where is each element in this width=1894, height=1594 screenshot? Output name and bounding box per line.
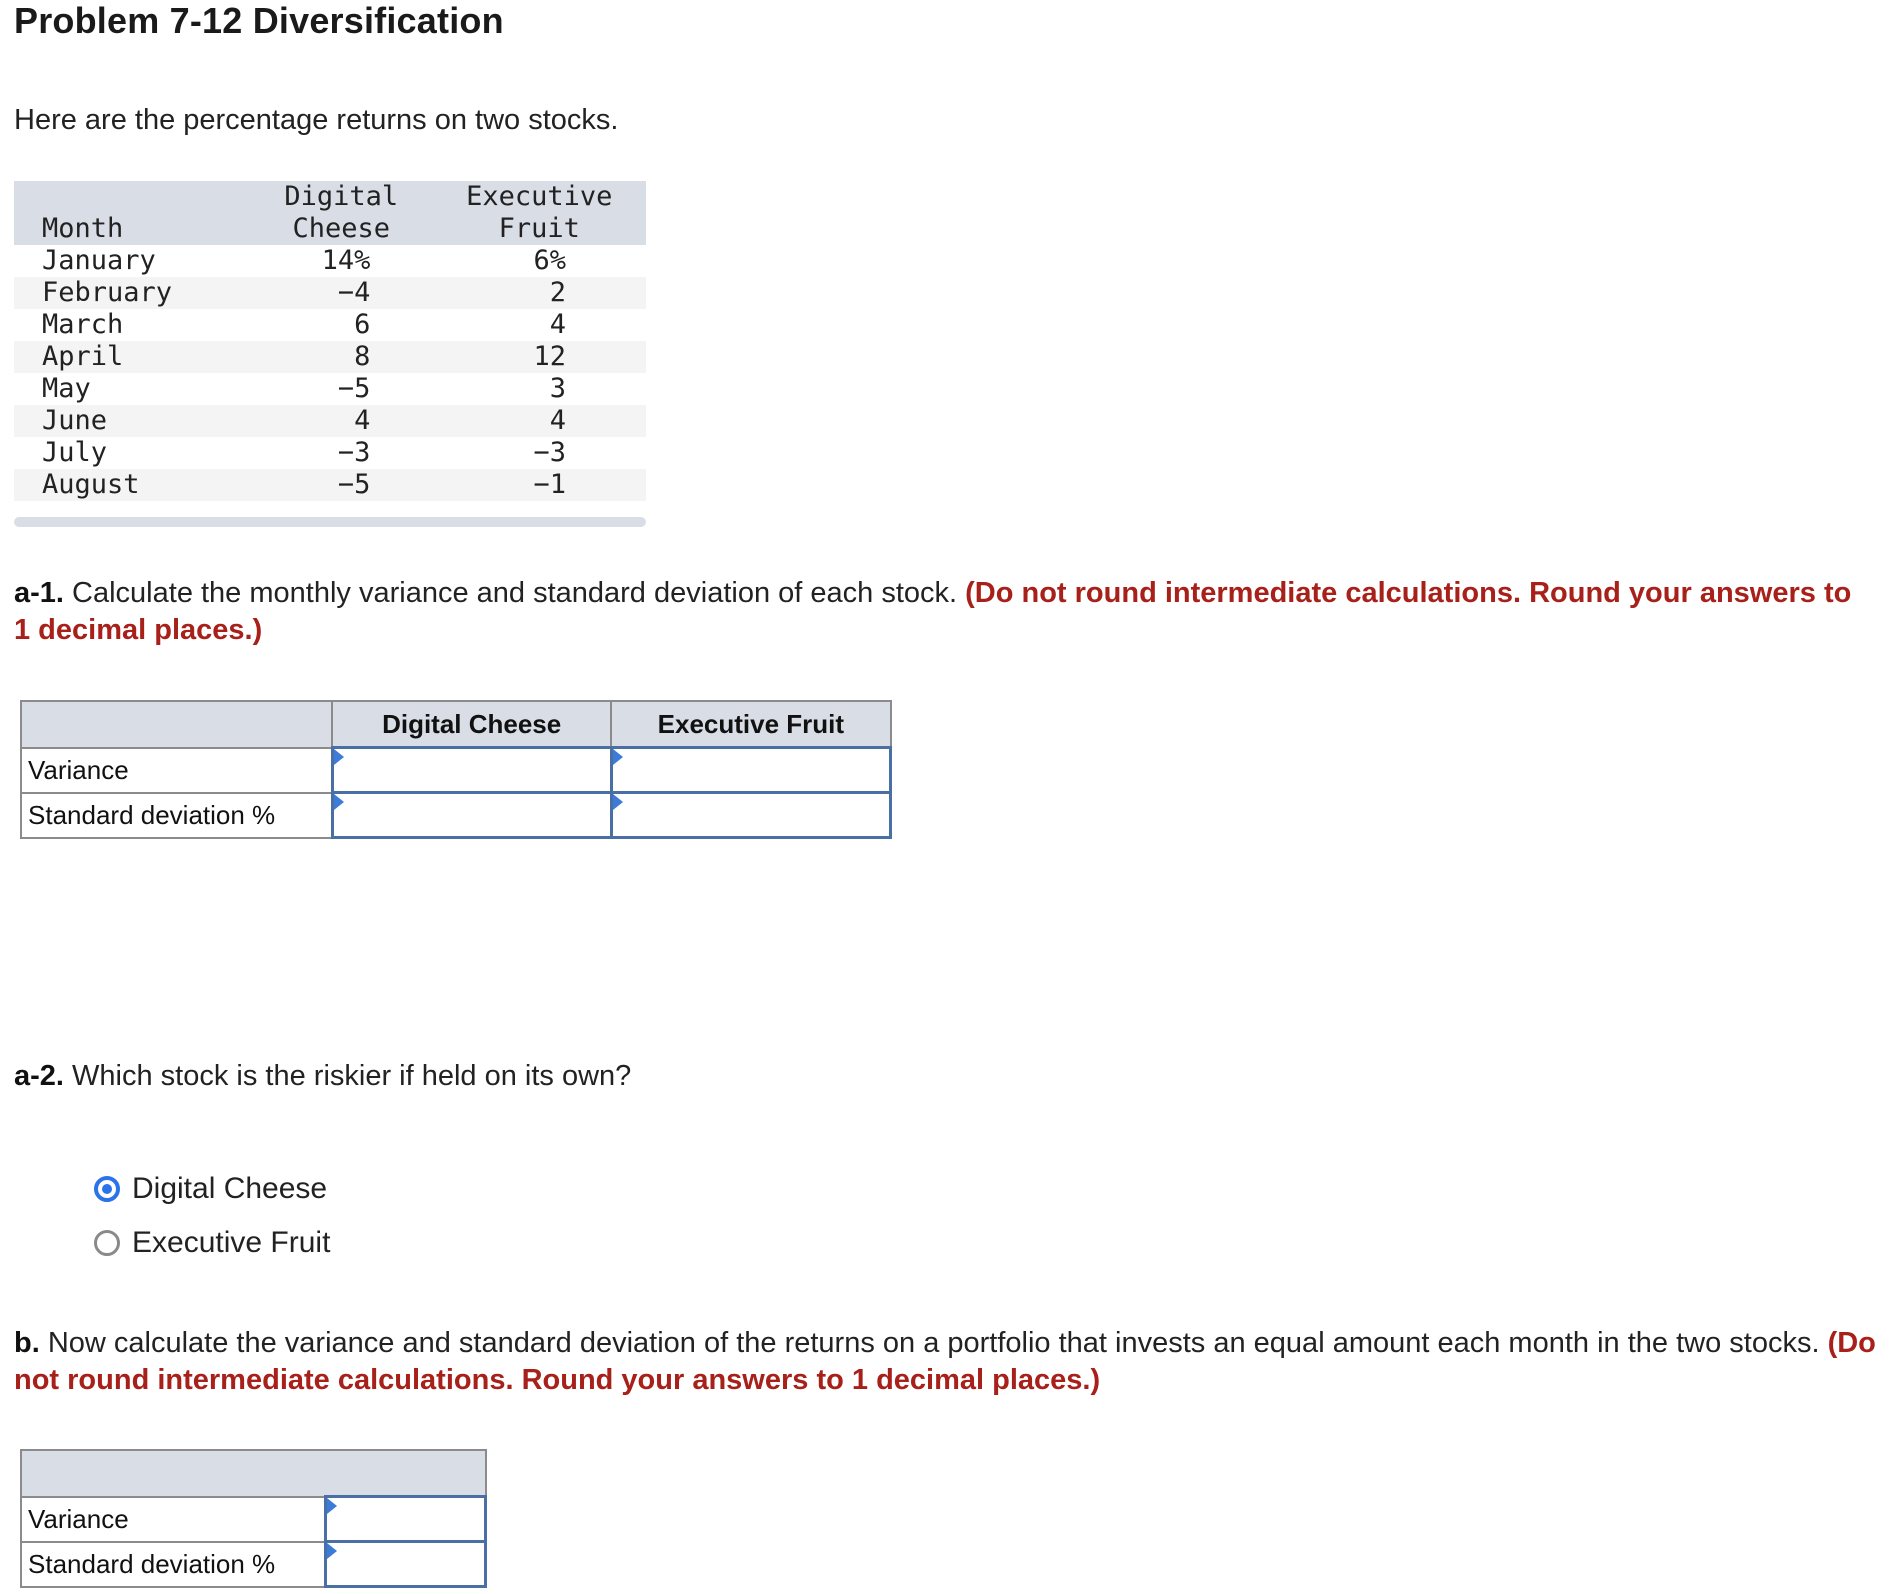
row-label-variance: Variance [21, 748, 332, 793]
row-label-variance: Variance [21, 1497, 326, 1542]
variance-digital-input[interactable] [334, 749, 610, 791]
table-row [14, 245, 646, 277]
caret-marker-icon [334, 749, 344, 765]
cell-exec: −1 [432, 469, 646, 501]
radio-option-executive-fruit[interactable] [94, 1216, 330, 1270]
header-digital-cheese: Digital Cheese [250, 181, 432, 245]
question-b-label: b. [14, 1327, 40, 1359]
caret-marker-icon [613, 749, 623, 765]
table-row [14, 405, 646, 437]
cell-exec: 2 [432, 277, 646, 309]
sd-digital-cell [332, 793, 611, 838]
cell-digital: −5 [250, 469, 432, 501]
cell-digital: 14% [321, 245, 371, 276]
variance-digital-cell [332, 748, 611, 793]
portfolio-variance-cell [326, 1497, 486, 1542]
cell-month: May [42, 373, 91, 404]
cell-month: April [14, 341, 250, 373]
table-horizontal-scrollbar[interactable] [14, 517, 646, 527]
cell-digital: −5 [337, 373, 371, 404]
cell-exec: 4 [549, 309, 566, 340]
caret-marker-icon [334, 794, 344, 810]
cell-digital: 8 [250, 341, 432, 373]
cell-month: March [42, 309, 124, 340]
question-a2-label: a-2. [14, 1060, 64, 1092]
row-label-sd: Standard deviation % [21, 1542, 326, 1587]
cell-exec: 4 [432, 405, 646, 437]
table-row [14, 469, 646, 501]
cell-exec: 6% [533, 245, 566, 276]
riskier-stock-radio-group [94, 1162, 330, 1270]
header-blank [21, 1450, 486, 1497]
cell-exec: −3 [533, 437, 566, 468]
question-a1-label: a-1. [14, 577, 64, 609]
cell-digital: −4 [250, 277, 432, 309]
variance-exec-cell [611, 748, 890, 793]
header-blank [21, 701, 332, 748]
sd-exec-input[interactable] [613, 794, 889, 836]
table-row [14, 373, 646, 405]
question-a1 [14, 575, 1874, 649]
cell-month: June [14, 405, 250, 437]
question-b-note: (Do not round intermediate calculations. Round your answers to 1 decimal places.) [14, 1327, 1876, 1396]
radio-label: Executive Fruit [132, 1226, 331, 1259]
header-executive-fruit: Executive Fruit [432, 181, 646, 245]
cell-month: February [14, 277, 250, 309]
table-row [14, 437, 646, 469]
row-label-sd: Standard deviation % [21, 793, 332, 838]
question-a1-note: (Do not round intermediate calculations. Round your answers to 1 decimal places.) [14, 577, 1852, 646]
table-row [14, 341, 646, 373]
header-month: Month [14, 181, 250, 245]
cell-exec: 3 [549, 373, 566, 404]
portfolio-variance-input[interactable] [327, 1498, 484, 1540]
cell-digital: 6 [354, 309, 371, 340]
cell-month: January [42, 245, 156, 276]
sd-digital-input[interactable] [334, 794, 610, 836]
radio-unchecked-icon[interactable] [94, 1230, 120, 1256]
question-a2 [14, 1058, 631, 1095]
cell-month: August [14, 469, 250, 501]
caret-marker-icon [327, 1543, 337, 1559]
question-b-text: Now calculate the variance and standard deviation of the returns on a portfolio that invests an equal amount each month in the two stocks. [39, 1327, 1828, 1359]
returns-data-table [14, 181, 646, 501]
page-title: Problem 7-12 Diversification [14, 0, 504, 41]
answer-table-b [20, 1449, 487, 1588]
table-header-row [14, 181, 646, 245]
table-row [14, 277, 646, 309]
sd-exec-cell [611, 793, 890, 838]
answer-table-a1 [20, 700, 892, 839]
variance-exec-input[interactable] [613, 749, 889, 791]
radio-option-digital-cheese[interactable] [94, 1162, 330, 1216]
radio-checked-icon[interactable] [94, 1176, 120, 1202]
header-executive-fruit: Executive Fruit [611, 701, 890, 748]
intro-text: Here are the percentage returns on two stocks. [14, 104, 619, 136]
cell-digital: 4 [250, 405, 432, 437]
question-b [14, 1325, 1894, 1399]
table-row [14, 309, 646, 341]
cell-month: July [42, 437, 108, 468]
portfolio-sd-input[interactable] [327, 1543, 484, 1585]
question-a2-text: Which stock is the riskier if held on its own? [63, 1060, 632, 1092]
cell-exec: 12 [432, 341, 646, 373]
portfolio-sd-cell [326, 1542, 486, 1587]
caret-marker-icon [327, 1498, 337, 1514]
caret-marker-icon [613, 794, 623, 810]
cell-digital: −3 [337, 437, 371, 468]
radio-label: Digital Cheese [132, 1172, 328, 1205]
question-a1-text: Calculate the monthly variance and standard deviation of each stock. [63, 577, 966, 609]
header-digital-cheese: Digital Cheese [332, 701, 611, 748]
